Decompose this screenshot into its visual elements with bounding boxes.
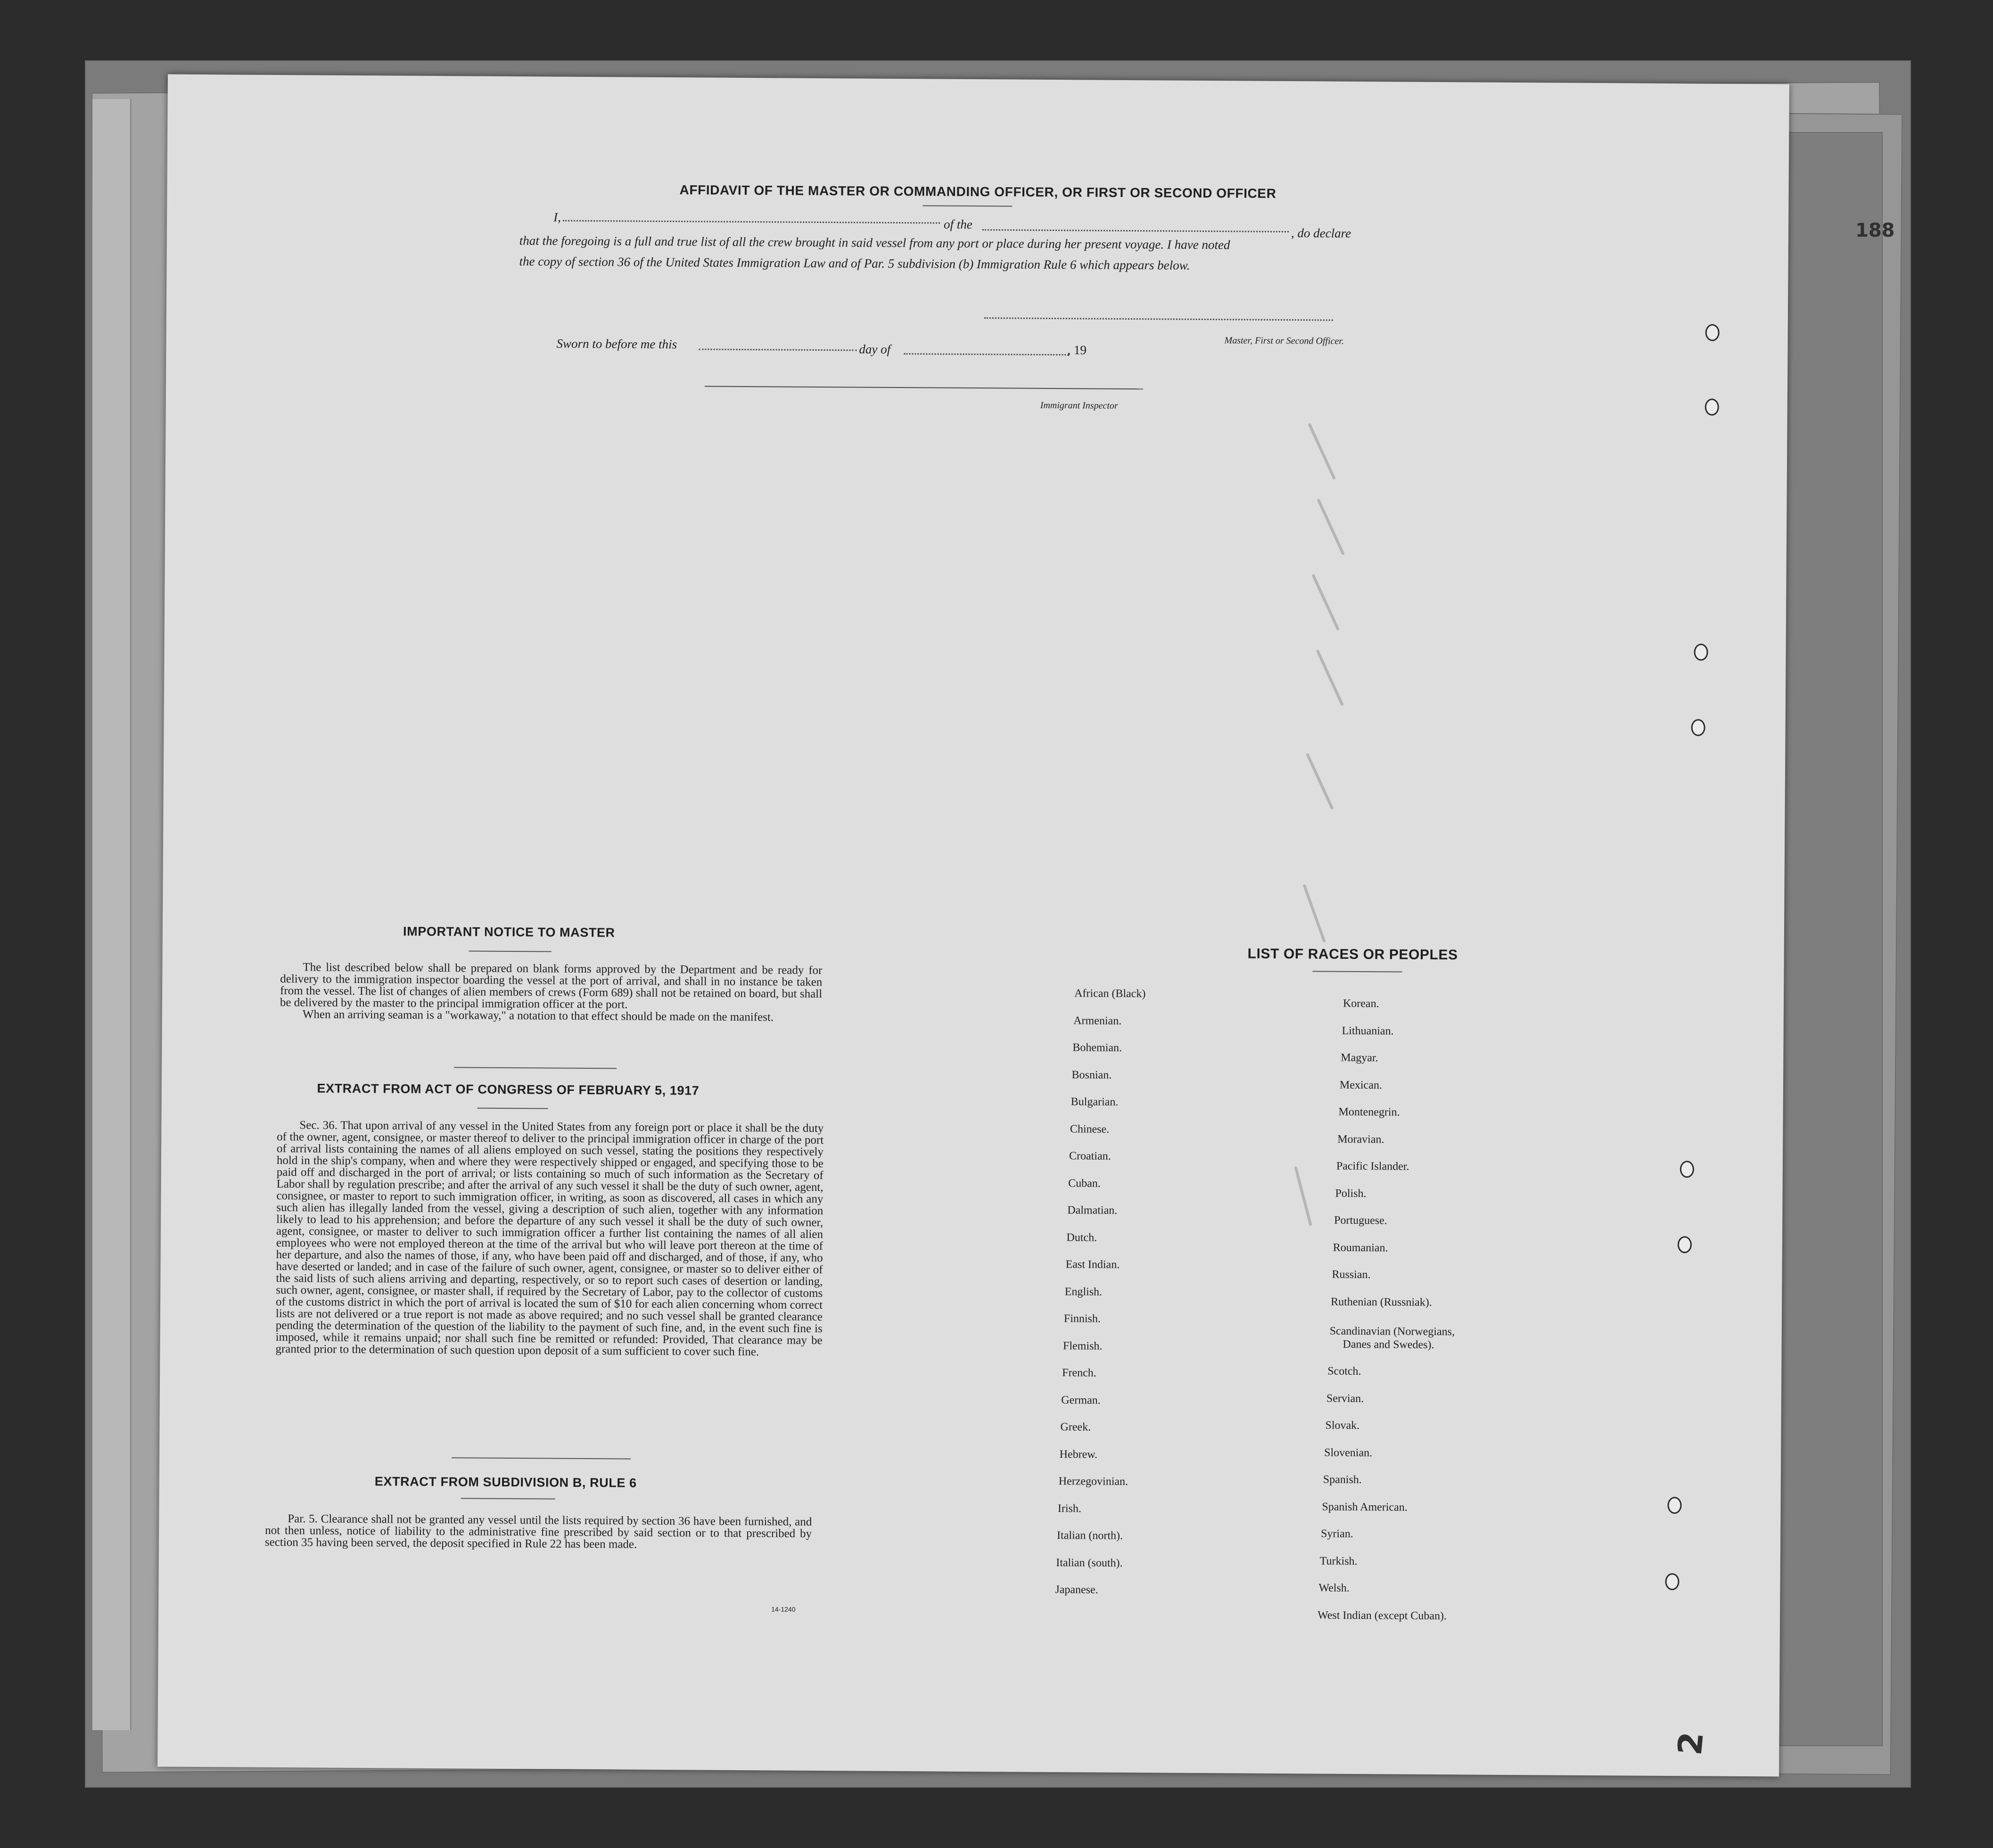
section-label: Sec. 36. bbox=[299, 1119, 338, 1132]
master-caption: Master, First or Second Officer. bbox=[1224, 335, 1344, 346]
sworn-day-field[interactable] bbox=[699, 348, 856, 351]
master-signature-line[interactable] bbox=[984, 317, 1333, 321]
rule-extract-text bbox=[265, 1513, 812, 1551]
punch-hole bbox=[1705, 324, 1720, 341]
name-field[interactable] bbox=[563, 220, 940, 224]
notice-paragraph-2: When an arriving seaman is a "workaway," a notation to that effect should be made on the manifest. bbox=[302, 1008, 774, 1024]
race-item: Syrian. bbox=[1321, 1527, 1353, 1540]
race-item: Dutch. bbox=[1066, 1231, 1097, 1244]
punch-hole bbox=[1705, 398, 1719, 415]
i-label: I, bbox=[553, 210, 561, 224]
sworn-month-field[interactable] bbox=[904, 353, 1069, 355]
divider bbox=[922, 205, 1012, 206]
rule-extract-title: EXTRACT FROM SUBDIVISION B, RULE 6 bbox=[374, 1474, 637, 1490]
section-36-text: That upon arrival of any vessel in the United States from any foreign port or place it shall be the duty of the owner, agent, consignee, or master thereof to deliver to the principal immigration officer in charge of the port of arrival lists containing the names of all aliens employed on such vessel, stating the positions they respectively hold in the ship's company, when and where they were respectively shipped or engaged, and specifying those to be paid off and discharged in the port of arrival; or lists containing so much of such information as the Secretary of Labor shall by regulation prescribe; and after the arrival of any such vessel it shall be the duty of such owner, agent, consignee, or master to report to such immigration officer, in writing, as soon as discovered, all cases in which any such alien has illegally landed from the vessel, giving a description of such alien, together with any information likely to lead to his apprehension; and before the departure of any such vessel it shall be the duty of such owner, agent, consignee, or master to deliver to such immigration officer a further list containing the names of all alien employees who were not employed thereon at the time of the arrival but who will leave port thereon at the time of her departure, and also the names of those, if any, who have been paid off and discharged, and of those, if any, who have deserted or landed; and in case of the failure of such owner, agent, consignee, or master so to deliver either of the said lists of such aliens arriving and departing, respectively, or so to report such cases of desertion or landing, such owner, agent, consignee, or master shall, if required by the Secretary of Labor, pay to the collector of customs of the customs district in which the port of arrival is located the sum of $10 for each alien concerning whom correct lists are not delivered or a true report is not made as above required; and no such vessel shall be granted clearance pending the determination of the question of the liability to the payment of such fine, and, in the event such fine is imposed, while it remains unpaid; nor shall such fine be remitted or refunded: Provided, That clearance may be granted prior to the determination of such question upon deposit of a sum sufficient to cover such fine. bbox=[275, 1119, 824, 1359]
race-item: Irish. bbox=[1057, 1502, 1082, 1515]
race-item: Chinese. bbox=[1070, 1122, 1110, 1136]
inspector-caption: Immigrant Inspector bbox=[1040, 400, 1118, 411]
race-item: Bosnian. bbox=[1071, 1068, 1112, 1081]
race-item: Danes and Swedes). bbox=[1342, 1338, 1434, 1351]
punch-hole bbox=[1691, 719, 1705, 736]
race-item: Servian. bbox=[1326, 1392, 1364, 1405]
race-item: Dalmatian. bbox=[1067, 1204, 1118, 1217]
race-item: Welsh. bbox=[1318, 1582, 1350, 1594]
race-item: Croatian. bbox=[1069, 1150, 1111, 1163]
divider bbox=[469, 950, 552, 952]
affidavit-line-2: the copy of section 36 of the United States Immigration Law and of Par. 5 subdivision (b) Immigration Rule 6 which appears below. bbox=[519, 254, 1190, 272]
divider bbox=[452, 1457, 631, 1459]
race-item: Slovak. bbox=[1325, 1419, 1360, 1432]
divider bbox=[454, 1067, 617, 1069]
punch-hole bbox=[1694, 644, 1708, 660]
bleed-through-mark bbox=[1311, 574, 1340, 631]
act-extract-title: EXTRACT FROM ACT OF CONGRESS OF FEBRUARY 5, 1917 bbox=[317, 1081, 700, 1098]
do-declare-label: , do declare bbox=[1291, 226, 1351, 240]
race-item: Montenegrin. bbox=[1338, 1106, 1400, 1119]
bleed-through-mark bbox=[1317, 498, 1345, 555]
race-item: Pacific Islander. bbox=[1336, 1160, 1409, 1173]
race-item: East Indian. bbox=[1065, 1258, 1120, 1271]
affidavit-title: AFFIDAVIT OF THE MASTER OR COMMANDING OFFICER, OR FIRST OR SECOND OFFICER bbox=[679, 182, 1277, 201]
race-item: Korean. bbox=[1342, 997, 1379, 1010]
bleed-through-mark bbox=[1306, 753, 1334, 810]
race-item: Spanish American. bbox=[1322, 1501, 1408, 1514]
bleed-through-mark bbox=[1302, 884, 1326, 942]
notice-paragraph-1: The list described below shall be prepared on blank forms approved by the Department and be ready for delivery to the immigration inspector boarding the vessel at the port of arrival, and shall in no instance be taken from the vessel. The list of changes of alien members of crews (Form 689) shall not be retained on board, but shall be delivered by the master to the principal immigration officer at the port. bbox=[280, 961, 823, 1011]
divider bbox=[478, 1108, 548, 1109]
of-the-label: of the bbox=[943, 217, 972, 231]
race-item: Finnish. bbox=[1063, 1312, 1101, 1325]
race-item: Slovenian. bbox=[1324, 1446, 1373, 1459]
race-item: African (Black) bbox=[1074, 987, 1146, 1000]
notice-title: IMPORTANT NOTICE TO MASTER bbox=[403, 924, 615, 940]
race-item: Japanese. bbox=[1055, 1584, 1098, 1596]
race-item: German. bbox=[1061, 1394, 1101, 1407]
day-of-label: day of bbox=[859, 342, 891, 356]
punch-hole bbox=[1678, 1236, 1692, 1253]
race-item: Scotch. bbox=[1327, 1365, 1361, 1378]
race-item: Hebrew. bbox=[1059, 1448, 1098, 1461]
form-number: 14-1240 bbox=[771, 1605, 796, 1613]
punch-hole bbox=[1667, 1497, 1681, 1514]
race-item: Roumanian. bbox=[1333, 1241, 1388, 1254]
race-item: Bohemian. bbox=[1072, 1041, 1122, 1054]
punch-hole bbox=[1665, 1573, 1679, 1590]
manifest-page bbox=[157, 74, 1789, 1777]
vessel-field[interactable] bbox=[982, 229, 1289, 232]
race-item: Polish. bbox=[1335, 1187, 1367, 1200]
race-item: Italian (north). bbox=[1057, 1529, 1123, 1542]
race-item: Magyar. bbox=[1341, 1051, 1378, 1064]
race-item: Flemish. bbox=[1062, 1339, 1103, 1353]
race-item: Moravian. bbox=[1337, 1133, 1384, 1146]
race-item: Mexican. bbox=[1339, 1079, 1382, 1091]
races-title: LIST OF RACES OR PEOPLES bbox=[1247, 946, 1458, 963]
race-item: Greek. bbox=[1060, 1421, 1091, 1434]
bleed-through-mark bbox=[1316, 649, 1344, 706]
race-item: Armenian. bbox=[1073, 1014, 1122, 1027]
divider bbox=[461, 1498, 555, 1499]
inspector-signature-line[interactable] bbox=[705, 386, 1143, 389]
race-item: Russian. bbox=[1332, 1268, 1371, 1281]
sworn-label: Sworn to before me this bbox=[556, 336, 677, 352]
act-extract-text bbox=[275, 1119, 824, 1358]
race-item: French. bbox=[1062, 1367, 1096, 1379]
race-item: Turkish. bbox=[1319, 1555, 1358, 1568]
right-page-number: 188 bbox=[1855, 220, 1895, 241]
race-item: Spanish. bbox=[1323, 1473, 1362, 1486]
par-5-text: Par. 5. Clearance shall not be granted any vessel until the lists required by section 36 have been furnished, and not then unless, notice of liability to the administrative fine prescribed by said section or to that prescribed by section 35 having been served, the deposit specified in Rule 22 has been made. bbox=[264, 1512, 812, 1551]
race-item: West Indian (except Cuban). bbox=[1317, 1609, 1447, 1622]
bleed-through-mark bbox=[1294, 1166, 1312, 1226]
race-item: English. bbox=[1064, 1285, 1103, 1298]
divider bbox=[1312, 971, 1402, 972]
race-item: Scandinavian (Norwegians, bbox=[1329, 1325, 1455, 1338]
race-item: Ruthenian (Russniak). bbox=[1331, 1295, 1432, 1309]
punch-hole bbox=[1680, 1161, 1694, 1178]
bottom-handwritten-mark: 2 bbox=[1670, 1730, 1711, 1757]
race-item: Bulgarian. bbox=[1071, 1096, 1119, 1108]
race-item: Lithuanian. bbox=[1342, 1024, 1394, 1037]
race-item: Portuguese. bbox=[1334, 1214, 1387, 1227]
race-item: Italian (south). bbox=[1056, 1556, 1123, 1569]
affidavit-line-1: that the foregoing is a full and true list of all the crew brought in said vessel from any port or place during her present voyage. I have noted bbox=[519, 233, 1230, 252]
race-item: Cuban. bbox=[1068, 1177, 1101, 1190]
race-item: Herzegovinian. bbox=[1058, 1475, 1128, 1488]
binding-strip bbox=[92, 99, 132, 1730]
notice-paragraph bbox=[280, 961, 823, 1023]
bleed-through-mark bbox=[1308, 423, 1336, 480]
year-label: , 19 bbox=[1067, 343, 1087, 357]
